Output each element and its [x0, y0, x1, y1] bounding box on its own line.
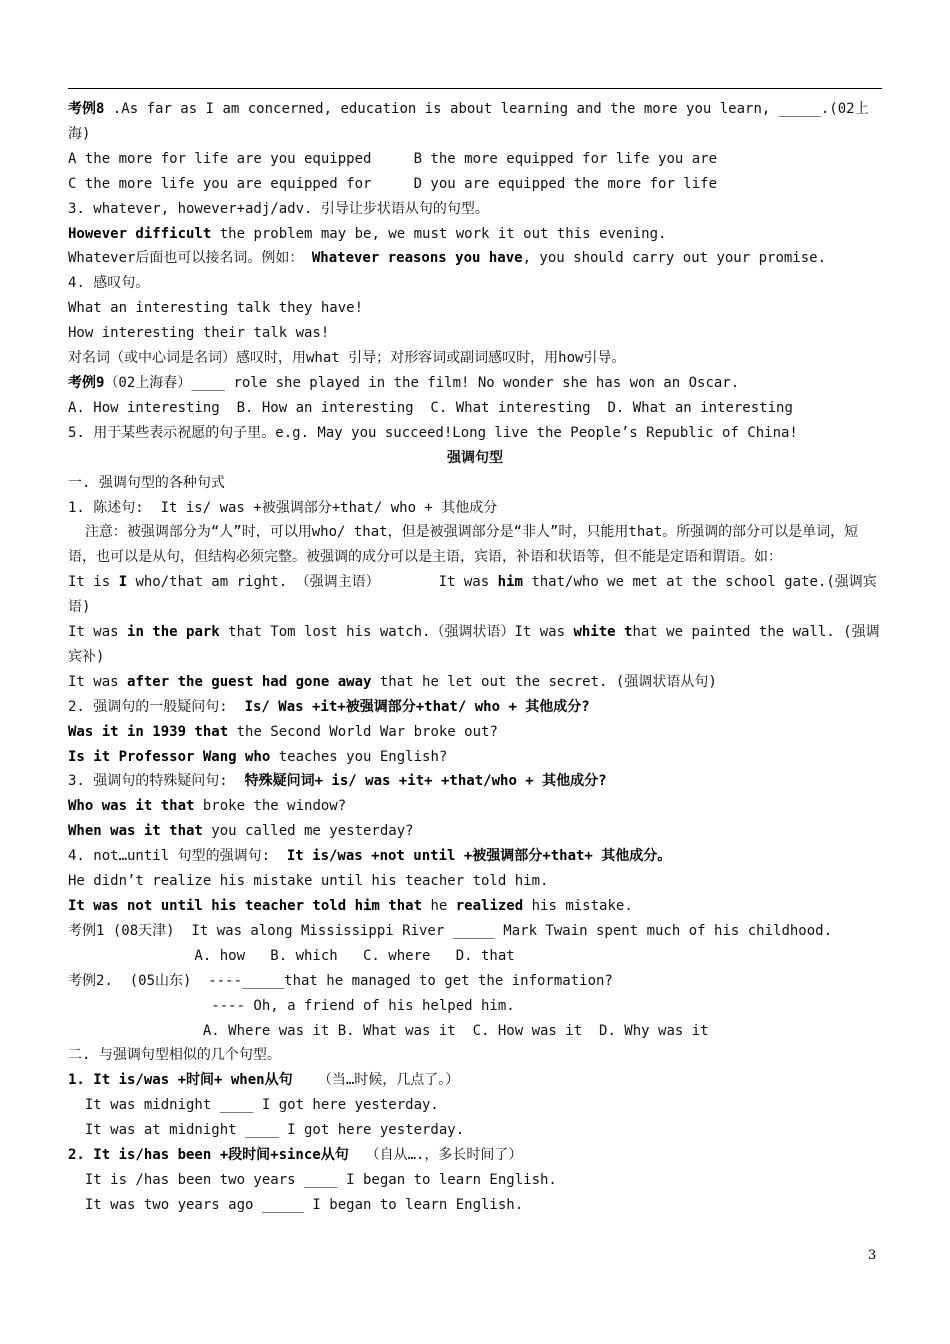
- text-span: 一. 强调句型的各种句式: [68, 474, 225, 491]
- bold-text: Is it Professor Wang who: [68, 748, 271, 765]
- text-span: （当…时候，几点了。）: [292, 1072, 460, 1089]
- text-span: that Tom lost his watch.（强调状语）It was: [219, 624, 574, 641]
- text-line: [68, 421, 882, 446]
- text-line: [68, 844, 882, 869]
- text-span: he: [422, 898, 456, 914]
- bold-text: him: [497, 574, 523, 591]
- text-line: [68, 819, 882, 844]
- text-line: [68, 869, 882, 894]
- text-span: who/that am right. （强调主语） It was: [127, 574, 498, 591]
- text-line: [68, 969, 882, 994]
- text-span: （02上海春）____ role she played in the film! No wonder she has won an Oscar.: [104, 374, 740, 391]
- page-number: 3: [868, 1248, 877, 1263]
- text-line: [68, 794, 882, 819]
- bold-text: 2. It is/has been +段时间+since从句: [68, 1147, 349, 1164]
- text-line: [68, 745, 882, 770]
- text-line: [68, 894, 882, 919]
- text-line: [68, 670, 882, 695]
- text-line: [68, 1093, 882, 1118]
- text-span: 考例2. (05山东) ----_____that he managed to get the information?: [68, 972, 613, 989]
- bold-text: 考例9: [68, 374, 105, 391]
- text-span: Whatever后面也可以接名词。例如：: [68, 250, 312, 267]
- text-line: [68, 147, 882, 172]
- text-line: [68, 197, 882, 222]
- text-line: [68, 695, 882, 720]
- text-line: [68, 620, 882, 670]
- text-span: It was: [68, 624, 128, 641]
- text-span: It was: [68, 673, 128, 690]
- bold-text: Whatever reasons you have: [311, 250, 523, 267]
- text-span: the problem may be, we must work it out this evening.: [211, 225, 667, 242]
- text-span: 5. 用于某些表示祝愿的句子里。e.g. May you succeed!Long live the People’s Republic of China!: [68, 424, 798, 441]
- text-line: [68, 919, 882, 944]
- text-span: It was midnight ____ I got here yesterday.: [68, 1097, 439, 1114]
- text-span: A. how B. which C. where D. that: [68, 947, 515, 964]
- text-line: [68, 1019, 882, 1044]
- text-span: How interesting their talk was!: [68, 325, 330, 342]
- text-line: [68, 97, 882, 147]
- bold-text: after the guest had gone away: [127, 673, 372, 690]
- text-line: [68, 496, 882, 521]
- bold-text: 特殊疑问词+ is/ was +it+ +that/who + 其他成分?: [244, 773, 607, 790]
- bold-text: I: [118, 574, 128, 591]
- text-span: ---- Oh, a friend of his helped him.: [68, 997, 515, 1014]
- text-span: It was at midnight ____ I got here yesterday.: [68, 1122, 465, 1139]
- text-span: .As far as I am concerned, education is about learning and the more you learn, _____.(02上海): [68, 101, 869, 142]
- bold-text: white t: [573, 624, 633, 641]
- text-line: [68, 520, 882, 570]
- text-span: 4. 感叹句。: [68, 275, 150, 292]
- section-heading: [68, 446, 882, 471]
- text-line: [68, 222, 882, 247]
- text-span: It was two years ago _____ I began to learn English.: [68, 1196, 524, 1213]
- text-line: [68, 271, 882, 296]
- text-line: [68, 246, 882, 271]
- text-line: [68, 720, 882, 745]
- bold-text: 1. It is/was +时间+ when从句: [68, 1072, 293, 1089]
- text-span: hat we painted the wall. (强调宾补): [68, 624, 880, 665]
- text-span: his mistake.: [523, 898, 633, 914]
- text-span: It is: [68, 574, 119, 591]
- text-span: teaches you English?: [270, 748, 448, 765]
- text-span: 4. not…until 句型的强调句:: [68, 848, 287, 865]
- text-line: [68, 1043, 882, 1068]
- text-line: [68, 944, 882, 969]
- text-span: He didn’t realize his mistake until his teacher told him.: [68, 873, 549, 890]
- text-span: 注意：被强调部分为“人”时，可以用who/ that，但是被强调部分是“非人”时，只能用that。所强调的部分可以是单词，短语，也可以是从句，但结构必须完整。被强调的成分可以是主语，宾语，补语和状语等，但不能是定语和谓语。如：: [68, 524, 859, 566]
- text-span: that/who we met at the school gate.(强调宾语): [68, 574, 877, 616]
- text-line: [68, 471, 882, 496]
- text-span: A. How interesting B. How an interesting C. What interesting D. What an interesting: [68, 399, 793, 416]
- text-span: C the more life you are equipped for D you are equipped the more for life: [68, 175, 718, 192]
- text-span: 3. 强调句的特殊疑问句:: [68, 773, 245, 790]
- bold-text: When was it that: [68, 823, 203, 840]
- text-line: [68, 346, 882, 371]
- text-span: A the more for life are you equipped B the more equipped for life you are: [68, 150, 718, 167]
- text-span: （自从….，多长时间了）: [348, 1147, 523, 1164]
- text-line: [68, 371, 882, 396]
- bold-text: realized: [455, 898, 524, 914]
- text-line: [68, 396, 882, 421]
- bold-text: Is/ Was +it+被强调部分+that/ who + 其他成分?: [244, 698, 590, 715]
- text-span: 对名词（或中心词是名词）感叹时，用what 引导；对形容词或副词感叹时，用how引导。: [68, 350, 626, 367]
- text-line: [68, 1193, 882, 1218]
- text-span: 1. 陈述句: It is/ was +被强调部分+that/ who + 其他成分: [68, 499, 498, 516]
- text-span: 二. 与强调句型相似的几个句型。: [68, 1047, 281, 1064]
- text-span: you called me yesterday?: [202, 823, 414, 840]
- bold-text: It was not until his teacher told him that: [68, 898, 423, 914]
- text-span: broke the window?: [194, 798, 347, 815]
- text-line: [68, 296, 882, 321]
- text-span: What an interesting talk they have!: [68, 300, 364, 317]
- text-span: 考例1 (08天津) It was along Mississippi River _____ Mark Twain spent much of his childhood.: [68, 922, 833, 939]
- text-line: [68, 1143, 882, 1168]
- text-span: the Second World War broke out?: [228, 723, 498, 740]
- text-span: 强调句型: [447, 449, 503, 466]
- text-span: 3. whatever, however+adj/adv. 引导让步状语从句的句型。: [68, 200, 489, 217]
- text-span: A. Where was it B. What was it C. How was it D. Why was it: [68, 1022, 709, 1039]
- bold-text: in the park: [127, 624, 220, 641]
- text-span: that he let out the secret. (强调状语从句): [371, 673, 717, 690]
- text-span: It is /has been two years ____ I began to learn English.: [68, 1171, 557, 1188]
- text-line: [68, 1068, 882, 1093]
- text-span: , you should carry out your promise.: [522, 250, 827, 267]
- text-line: [68, 321, 882, 346]
- document-body: [68, 88, 882, 1218]
- text-line: [68, 1168, 882, 1193]
- text-line: [68, 570, 882, 620]
- bold-text: 考例8: [68, 101, 105, 117]
- bold-text: Who was it that: [68, 798, 195, 815]
- text-line: [68, 769, 882, 794]
- bold-text: Was it in 1939 that: [68, 723, 229, 740]
- text-line: [68, 994, 882, 1019]
- bold-text: However difficult: [68, 225, 212, 242]
- text-line: [68, 172, 882, 197]
- bold-text: It is/was +not until +被强调部分+that+ 其他成分。: [286, 848, 672, 865]
- text-span: 2. 强调句的一般疑问句:: [68, 698, 245, 715]
- text-line: [68, 1118, 882, 1143]
